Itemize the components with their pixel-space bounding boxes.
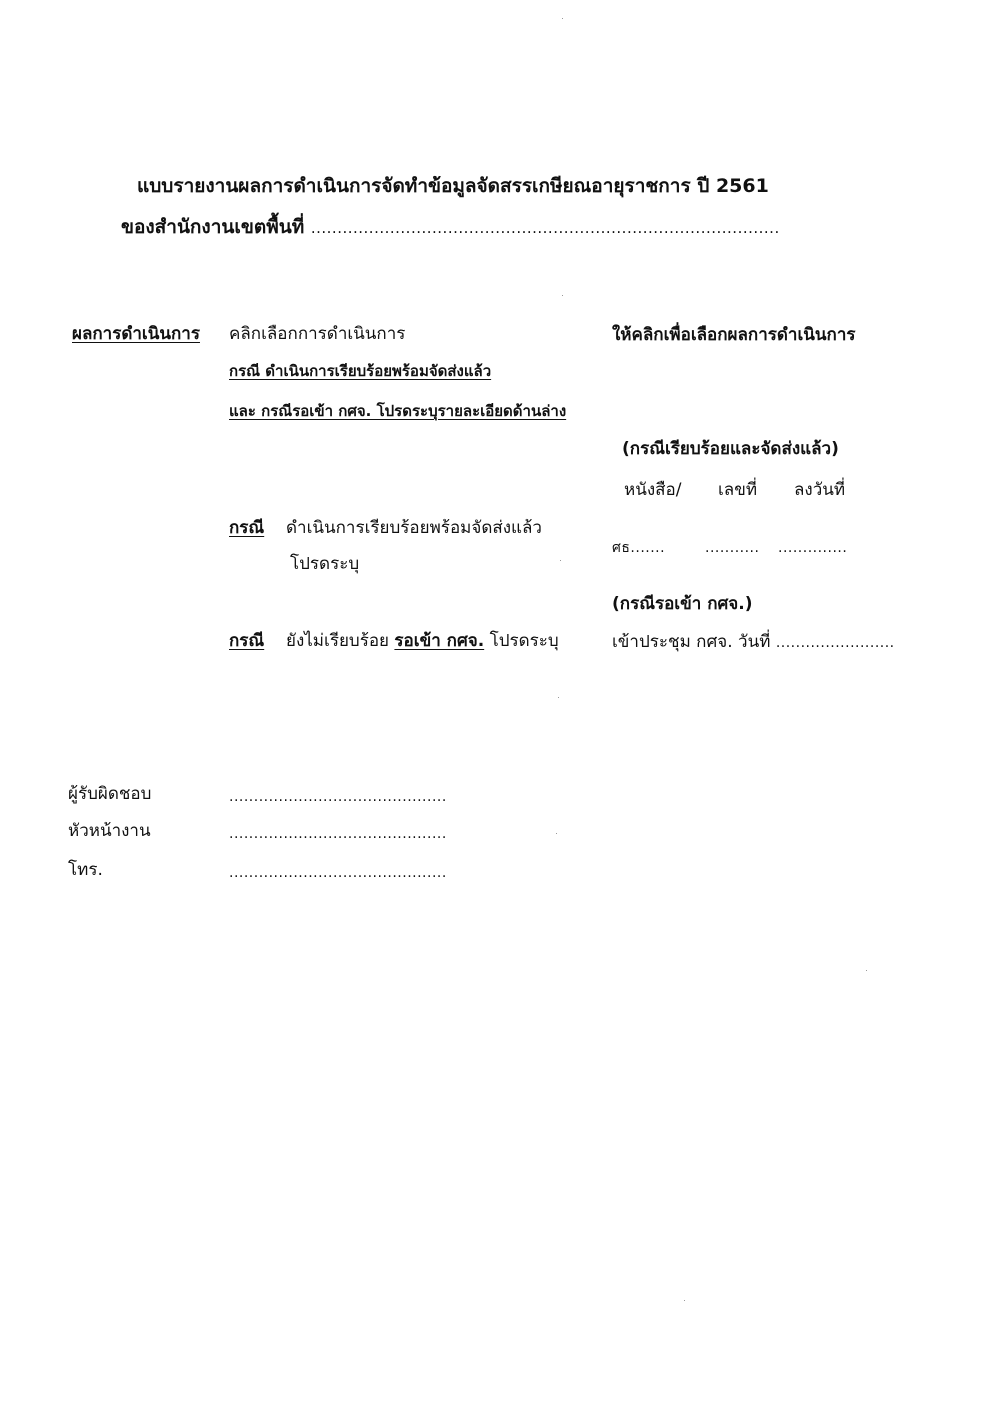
- meeting-label: เข้าประชุม กศจ. วันที่: [612, 632, 771, 652]
- case-done-specify: โปรดระบุ: [290, 554, 360, 574]
- signature-field-phone[interactable]: ............................................: [229, 865, 447, 881]
- case-pending-text: [286, 633, 559, 650]
- signature-field-responsible[interactable]: ............................................: [229, 789, 447, 805]
- signature-field-head[interactable]: ............................................: [229, 826, 447, 842]
- column-date: ลงวันที่: [794, 480, 846, 500]
- number-field[interactable]: ...........: [705, 540, 760, 556]
- case-done-word[interactable]: กรณี: [229, 518, 265, 538]
- date-field[interactable]: ..............: [778, 540, 848, 556]
- scan-speck: [556, 833, 557, 834]
- column-letter: หนังสือ/: [624, 480, 682, 500]
- scan-speck: [558, 697, 559, 698]
- case-pending-before: ยังไม่เรียบร้อย: [286, 631, 390, 651]
- scan-speck: [562, 295, 563, 296]
- meeting-line: [612, 634, 895, 651]
- case-pending-after: โปรดระบุ: [489, 631, 559, 651]
- report-title: แบบรายงานผลการดำเนินการจัดทำข้อมูลจัดสรรเกษียณอายุราชการ ปี 2561: [137, 175, 769, 197]
- scan-speck: [562, 18, 563, 19]
- signature-label-responsible: ผู้รับผิดชอบ: [68, 784, 152, 804]
- area-office-field[interactable]: .........................................................................................: [310, 219, 780, 237]
- instruction-line-1: กรณี ดำเนินการเรียบร้อยพร้อมจัดส่งแล้ว: [229, 362, 492, 380]
- signature-label-head: หัวหน้างาน: [68, 821, 151, 841]
- signature-label-phone: โทร.: [68, 860, 103, 880]
- area-office-label: ของสำนักงานเขตพื้นที่: [121, 216, 305, 238]
- meeting-date-field[interactable]: ........................: [775, 635, 895, 651]
- area-office-line: [121, 218, 780, 237]
- column-number: เลขที่: [718, 480, 758, 500]
- pending-group-label: (กรณีรอเข้า กศจ.): [612, 594, 753, 614]
- section-label: ผลการดำเนินการ: [72, 324, 200, 344]
- done-group-label: (กรณีเรียบร้อยและจัดส่งแล้ว): [622, 439, 839, 459]
- case-pending-emphasis: รอเข้า กศจ.: [394, 631, 485, 651]
- scan-speck: [560, 560, 561, 561]
- letter-number-field[interactable]: ศธ.......: [612, 540, 666, 556]
- case-pending-word[interactable]: กรณี: [229, 631, 265, 651]
- right-header: ให้คลิกเพื่อเลือกผลการดำเนินการ: [612, 325, 856, 345]
- scan-speck: [684, 1300, 685, 1301]
- instruction-line-2: และ กรณีรอเข้า กศจ. โปรดระบุรายละเอียดด้านล่าง: [229, 402, 567, 420]
- case-done-text: ดำเนินการเรียบร้อยพร้อมจัดส่งแล้ว: [286, 518, 542, 538]
- scan-speck: [866, 970, 867, 971]
- section-intro: คลิกเลือกการดำเนินการ: [229, 324, 406, 344]
